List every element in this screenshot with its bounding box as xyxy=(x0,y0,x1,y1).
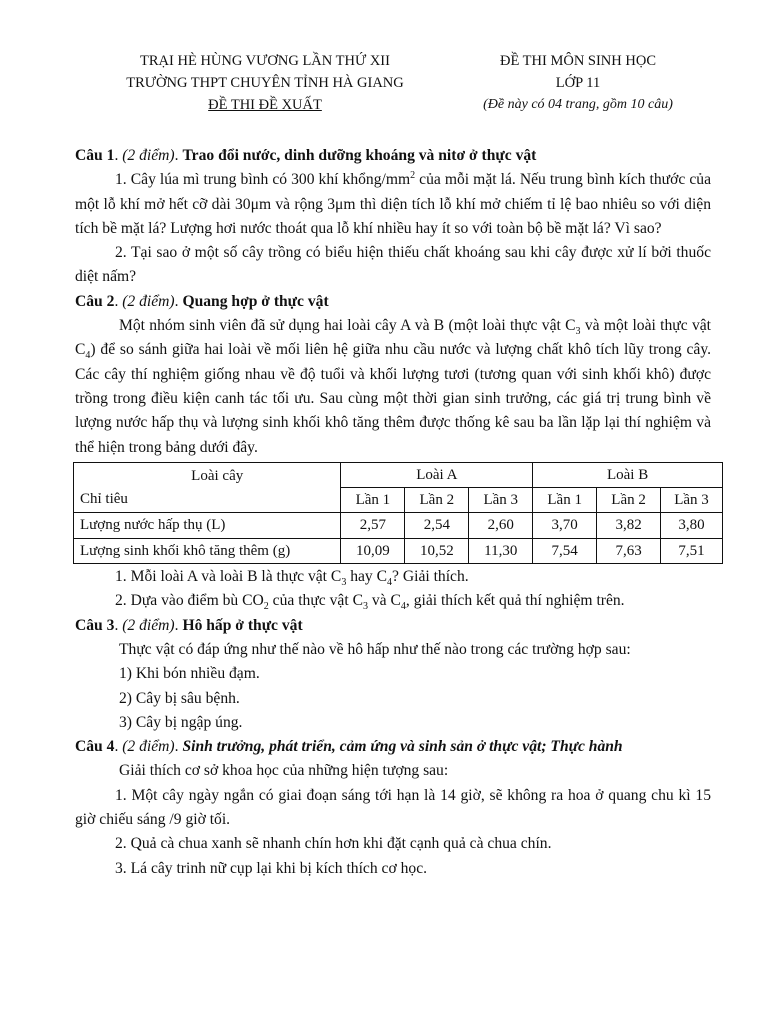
question-2-heading: Câu 2. (2 điểm). Quang hợp ở thực vật xyxy=(75,292,329,310)
header-left xyxy=(70,50,460,116)
experiment-table xyxy=(73,462,723,564)
q2-intro-text-b: và một loài thực vật C xyxy=(75,317,712,359)
question-2-label: Câu 2 xyxy=(75,292,115,310)
question-4-points: (2 điểm) xyxy=(122,738,175,756)
question-4-item: 1. Một cây ngày ngắn có giai đoạn sáng tới hạn là 14 giờ, sẽ không ra hoa ở quang chu kì 15 giờ chiếu sáng /9 giờ tối. xyxy=(75,786,711,829)
question-4-item: 3. Lá cây trinh nữ cụp lại khi bị kích thích cơ học. xyxy=(115,859,428,877)
question-3-item: 3) Cây bị ngập úng. xyxy=(119,713,243,731)
table-cell: 7,54 xyxy=(533,538,597,563)
question-1-part-1 xyxy=(75,168,711,241)
question-1-title: Trao đổi nước, dinh dưỡng khoáng và nitơ ở thực vật xyxy=(182,147,537,164)
exam-page-note: (Đề này có 04 trang, gồm 10 câu) xyxy=(483,97,673,112)
table-cell: 7,63 xyxy=(597,538,661,563)
table-trial-header: Lần 2 xyxy=(405,488,469,513)
table-cell: 11,30 xyxy=(469,538,533,563)
question-1-points: (2 điểm) xyxy=(122,147,175,164)
table-cell: 3,82 xyxy=(597,513,661,538)
q2-intro-text-c: ) để so sánh giữa hai loài về mối liên hệ giữa nhu cầu nước và lượng chất khô tích lũy trong cây. Các cây thí nghiệm giống nhau về độ tuổi và khối lượng tươi (tương quan với sinh khối khô) được trồng trong điều kiện canh tác tối ưu. Sau cùng một thời gian sinh trưởng, các giá trị trung bình về lượng nước hấp thụ và lượng sinh khối khô tăng thêm được thống kê sau ba lần lặp lại thí nghiệm và thể hiện trong bảng dưới đây. xyxy=(75,341,711,456)
question-2-intro xyxy=(75,314,711,460)
table-cell: 10,52 xyxy=(405,538,469,563)
table-row xyxy=(74,538,723,563)
table-group-a: Loài A xyxy=(341,462,533,487)
exam-grade: LỚP 11 xyxy=(555,75,601,91)
q2-sub2-text-d: , giải thích kết quả thí nghiệm trên. xyxy=(405,592,625,610)
question-1-part-2: 2. Tại sao ở một số cây trồng có biểu hiện thiếu chất khoáng sau khi cây được xử lí bởi thuốc diệt nấm? xyxy=(75,244,711,286)
q1-part1-superscript: 2 xyxy=(410,170,416,182)
question-4-title: Sinh trưởng, phát triển, cảm ứng và sinh sản ở thực vật; Thực hành xyxy=(182,738,623,756)
proposal-label: ĐỀ THI ĐỀ XUẤT xyxy=(208,97,322,113)
table-group-b: Loài B xyxy=(533,462,723,487)
table-row xyxy=(74,513,723,538)
question-4-intro: Giải thích cơ sở khoa học của những hiện tượng sau: xyxy=(119,762,449,780)
table-cell: 10,09 xyxy=(341,538,405,563)
exam-subject: ĐỀ THI MÔN SINH HỌC xyxy=(499,53,656,69)
table-cell: 2,57 xyxy=(341,513,405,538)
table-cell: 3,70 xyxy=(533,513,597,538)
table-cell: 2,54 xyxy=(405,513,469,538)
q2-sub2-sub-1: 2 xyxy=(263,601,269,613)
question-1-heading: Câu 1. (2 điểm). Trao đổi nước, dinh dưỡng khoáng và nitơ ở thực vật xyxy=(75,147,537,164)
exam-content xyxy=(75,144,711,881)
q2-sub1-sub-1: 3 xyxy=(341,577,347,589)
table-cell: 7,51 xyxy=(661,538,723,563)
table-corner-cell xyxy=(74,462,341,513)
question-3-item: 2) Cây bị sâu bệnh. xyxy=(119,689,240,707)
question-3-points: (2 điểm) xyxy=(122,616,175,634)
question-4-label: Câu 4 xyxy=(75,738,115,756)
question-2-sub-2 xyxy=(75,589,711,613)
table-trial-header: Lần 3 xyxy=(469,488,533,513)
q2-sub2-text-b: của thực vật C xyxy=(268,592,363,610)
camp-name: TRẠI HÈ HÙNG VƯƠNG LẦN THỨ XII xyxy=(140,53,390,69)
question-4-item: 2. Quả cà chua xanh sẽ nhanh chín hơn khi đặt cạnh quả cà chua chín. xyxy=(115,835,552,853)
q2-sub2-text-c: và C xyxy=(367,592,401,610)
table-trial-header: Lần 1 xyxy=(341,488,405,513)
table-trial-header: Lần 2 xyxy=(597,488,661,513)
q2-intro-sub-1: 3 xyxy=(575,326,581,338)
table-cell: 2,60 xyxy=(469,513,533,538)
question-3-title: Hô hấp ở thực vật xyxy=(182,616,303,634)
q2-sub1-text-c: ? Giải thích. xyxy=(392,568,469,586)
table-trial-header: Lần 3 xyxy=(661,488,723,513)
table-trial-header: Lần 1 xyxy=(533,488,597,513)
table-cell: 3,80 xyxy=(661,513,723,538)
question-3-label: Câu 3 xyxy=(75,616,115,634)
q2-sub2-sub-3: 4 xyxy=(400,601,406,613)
table-row-label: Lượng sinh khối khô tăng thêm (g) xyxy=(74,538,341,563)
q2-intro-text-a: Một nhóm sinh viên đã sử dụng hai loài cây A và B (một loài thực vật C xyxy=(119,317,576,335)
question-3-intro: Thực vật có đáp ứng như thế nào về hô hấp như thế nào trong các trường hợp sau: xyxy=(119,640,631,658)
q2-sub1-text-b: hay C xyxy=(346,568,388,586)
q2-sub1-sub-2: 4 xyxy=(387,577,393,589)
question-2-points: (2 điểm) xyxy=(122,292,175,310)
table-row-label: Lượng nước hấp thụ (L) xyxy=(74,513,341,538)
q2-intro-sub-2: 4 xyxy=(85,350,91,362)
question-4-heading: Câu 4. (2 điểm). Sinh trưởng, phát triển, cảm ứng và sinh sản ở thực vật; Thực hành xyxy=(75,738,623,756)
q2-sub1-text-a: 1. Mỗi loài A và loài B là thực vật C xyxy=(115,568,342,586)
q2-sub2-sub-2: 3 xyxy=(362,601,368,613)
question-1-label: Câu 1 xyxy=(75,147,115,164)
table-corner-top: Loài cây xyxy=(191,467,244,484)
header-right xyxy=(438,50,718,116)
question-3-heading: Câu 3. (2 điểm). Hô hấp ở thực vật xyxy=(75,616,303,634)
q1-part1-text-b: của mỗi mặt lá. Nếu trung bình kích thước của một lỗ khí mở hết cỡ dài 30μm và rộng 3μm thì diện tích lỗ khí mở chiếm tỉ lệ bao nhiêu so với diện tích bề mặt lá? Lượng hơi nước thoát qua lỗ khí nhiều hay ít so với toàn bộ bề mặt lá? Vì sao? xyxy=(75,171,711,237)
q1-part1-text-a: 1. Cây lúa mì trung bình có 300 khí khổng/mm xyxy=(115,171,411,189)
table-corner-bottom: Chỉ tiêu xyxy=(80,490,128,507)
question-2-title: Quang hợp ở thực vật xyxy=(182,292,329,310)
question-3-item: 1) Khi bón nhiều đạm. xyxy=(119,665,260,683)
school-name: TRƯỜNG THPT CHUYÊN TỈNH HÀ GIANG xyxy=(126,75,404,91)
q2-sub2-text-a: 2. Dựa vào điểm bù CO xyxy=(115,592,264,610)
question-2-sub-1 xyxy=(75,565,711,589)
